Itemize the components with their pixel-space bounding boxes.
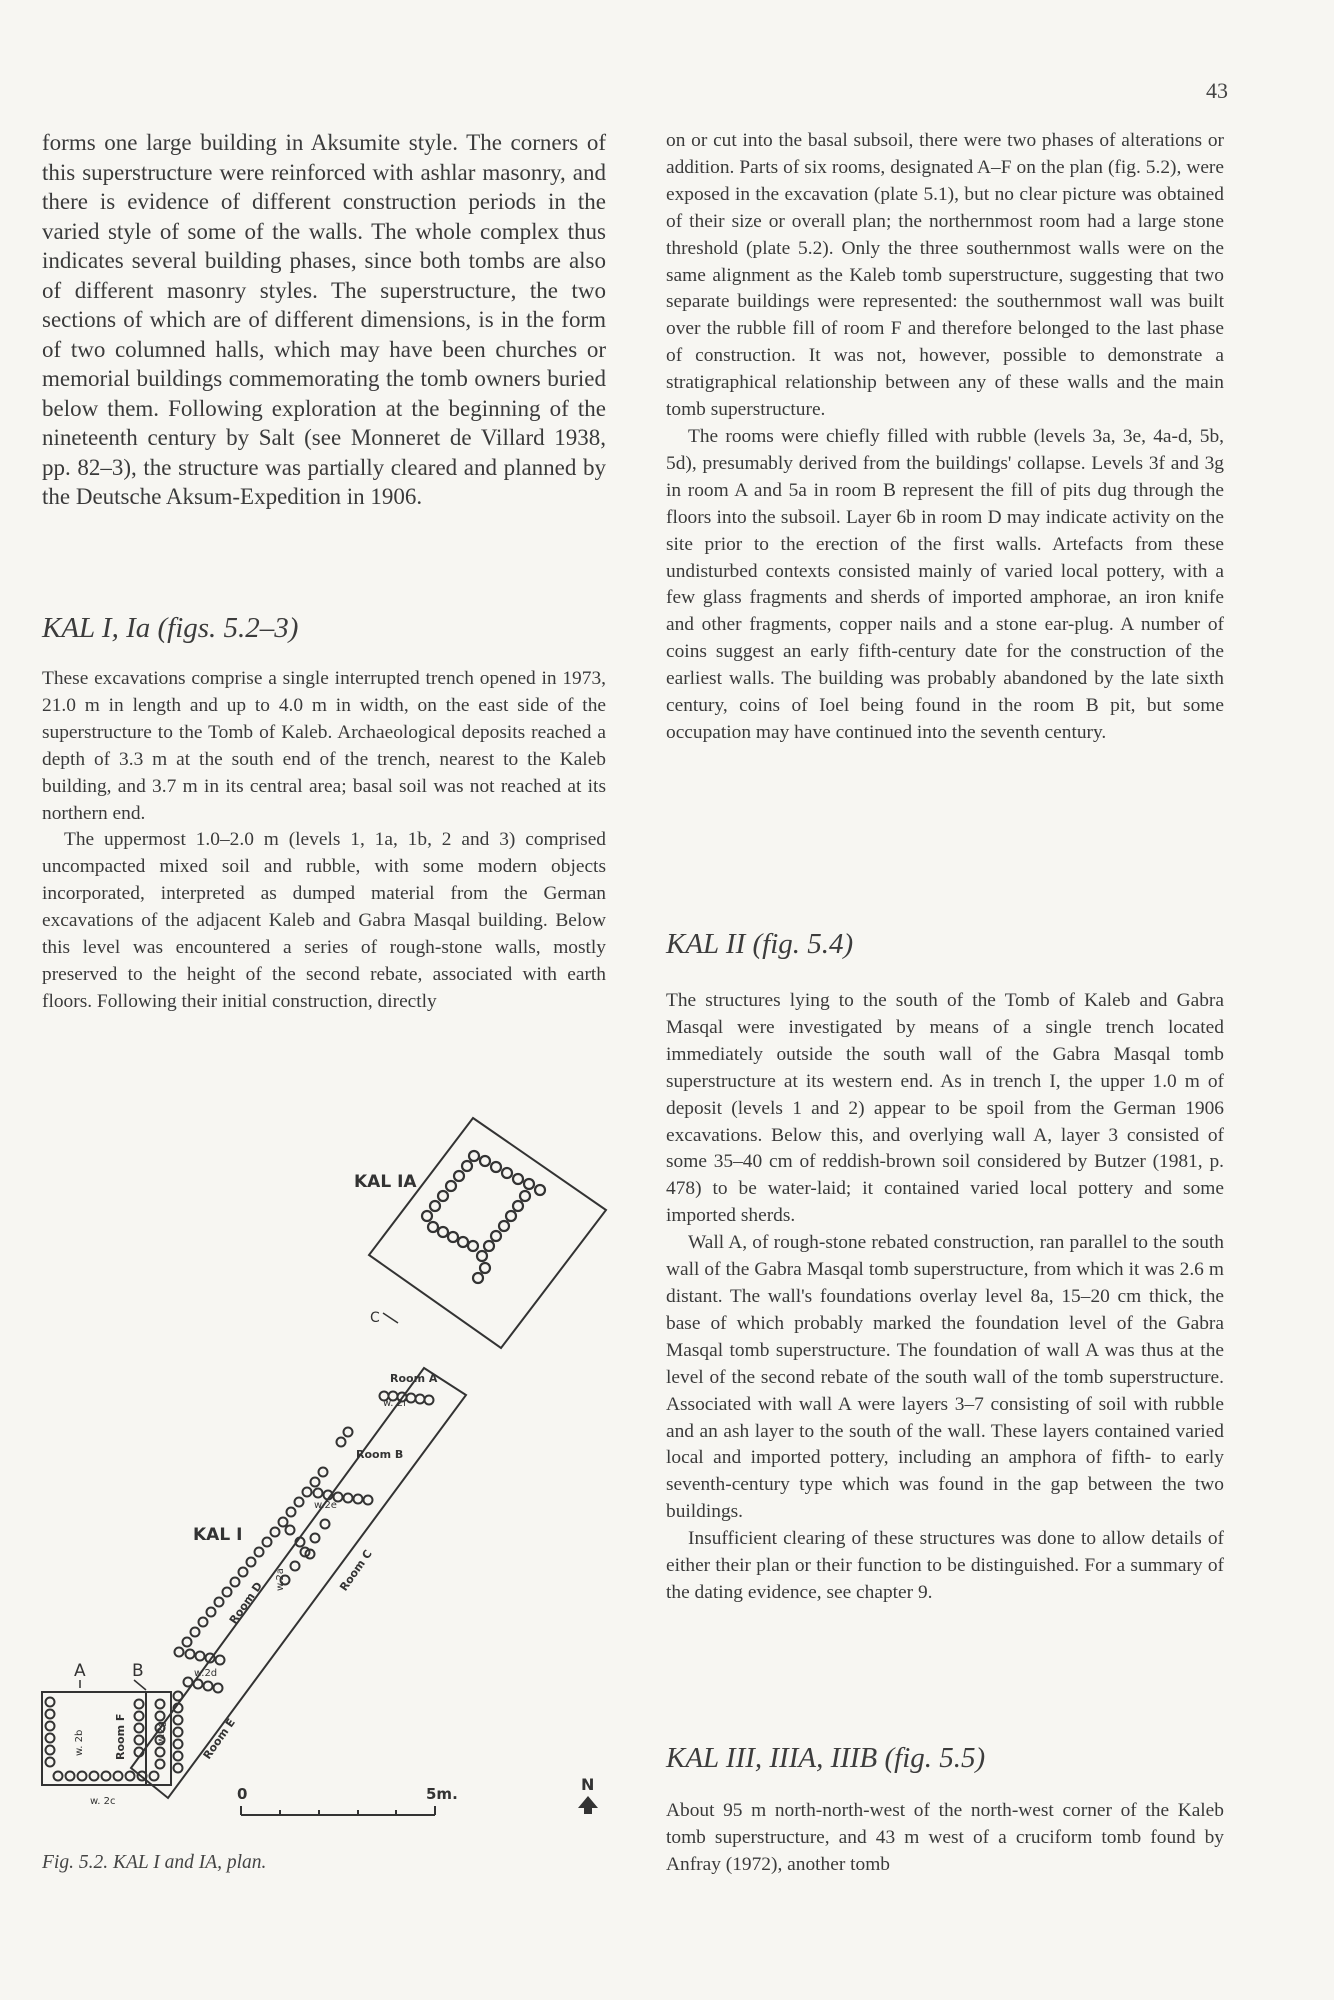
- label-room-d: Room D: [226, 1579, 266, 1627]
- north-arrow-icon: [578, 1796, 598, 1814]
- label-room-e: Room E: [200, 1716, 238, 1762]
- paragraph: Wall A, of rough-stone rebated construction, ran parallel to the south wall of the Gabra Masqal tomb superstructure, from which it was 2.6 m distant. The wall's foundations overlay level 8a, 15–20 cm thick, the base of which probably marked the foundation level of the Gabra Masqal tomb superstructure. The foundation of wall A was thus at the level of the second rebate of the south wall of the tomb superstructure. Associated with wall A were layers 3–7 consisting of soil with rubble and an ash layer to the south of the wall. These layers contained varied local and imported pottery, including an amphora of fifth- to early seventh-century type which was found in the gap between the two buildings.: [666, 1232, 1224, 1523]
- label-room-f: Room F: [114, 1713, 127, 1760]
- label-kal-ia: KAL IA: [354, 1172, 417, 1192]
- page-number: 43: [1206, 78, 1228, 103]
- paragraph: About 95 m north-north-west of the north-west corner of the Kaleb tomb superstructure, and 43 m west of a cruciform tomb found by Anfray (1972), another tomb: [666, 1800, 1224, 1875]
- section-heading-kal-iii: KAL III, IIIA, IIIB (fig. 5.5): [666, 1742, 986, 1774]
- label-room-c: Room C: [337, 1547, 375, 1594]
- paragraph: These excavations comprise a single interrupted trench opened in 1973, 21.0 m in length and up to 4.0 m in width, on the east side of the superstructure to the Tomb of Kaleb. Archaeological deposits reached a depth of 3.3 m at the south end of the trench, nearest to the Kaleb building, and 3.7 m in its central area; basal soil was not reached at its northern end.: [42, 668, 606, 824]
- label-w2g: w.2g: [156, 1720, 167, 1744]
- label-w2a: w.2a: [275, 1568, 286, 1591]
- kal-ii-text: [666, 988, 1224, 1607]
- paragraph: Insufficient clearing of these structures was done to allow details of either their plan or their function to be distinguished. For a summary of the dating evidence, see chapter 9.: [666, 1528, 1224, 1603]
- paragraph: The rooms were chiefly filled with rubble (levels 3a, 3e, 4a-d, 5b, 5d), presumably derived from the buildings' collapse. Levels 3f and 3g in room A and 5a in room B represent the fill of pits dug through the floors into the subsoil. Layer 6b in room D may indicate activity on the site prior to the erection of the first walls. Artefacts from these undisturbed contexts consisted mainly of varied local pottery, with a few glass fragments and sherds of imported amphorae, an iron knife and other fragments, copper nails and a stone ear-plug. A number of coins suggest an early fifth-century date for the construction of the earliest walls. The building was probably abandoned by the late sixth century, coins of Ioel being found in the room B pit, but some occupation may have continued into the seventh century.: [666, 425, 1224, 743]
- label-w2d: w.2d: [194, 1668, 218, 1679]
- label-section-b: B: [132, 1661, 144, 1681]
- figure-plan: [38, 1110, 618, 1850]
- plan-drawing: [38, 1110, 618, 1850]
- label-w2b: w. 2b: [74, 1729, 85, 1756]
- label-w2f: w. 2f: [383, 1398, 407, 1409]
- section-heading-kal-ii: KAL II (fig. 5.4): [666, 928, 854, 960]
- left-column: [42, 128, 606, 512]
- label-w2e: w.2e: [314, 1500, 337, 1511]
- scale-end-label: 5m.: [426, 1785, 458, 1803]
- label-room-b: Room B: [356, 1448, 404, 1461]
- lead-paragraph: forms one large building in Aksumite style. The corners of this superstructure were reinforced with ashlar masonry, and there is evidence of different construction periods in the varied style of some of the walls. The whole complex thus indicates several building phases, since both tombs are also of different masonry styles. The superstructure, the two sections of which are of different dimensions, is in the form of two columned halls, which may have been churches or memorial buildings commemorating the tomb owners buried below them. Following exploration at the beginning of the nineteenth century by Salt (see Monneret de Villard 1938, pp. 82–3), the structure was partially cleared and planned by the Deutsche Aksum-Expedition in 1906.: [42, 130, 606, 509]
- paragraph: on or cut into the basal subsoil, there were two phases of alterations or addition. Parts of six rooms, designated A–F on the plan (fig. 5.2), were exposed in the excavation (plate 5.1), but no clear picture was obtained of their size or overall plan; the northernmost room had a large stone threshold (plate 5.2). Only the three southernmost walls were on the same alignment as the Kaleb tomb superstructure, suggesting that two separate buildings were represented: the southernmost wall was built over the rubble fill of room F and therefore belonged to the last phase of construction. It was not, however, possible to demonstrate a stratigraphical relationship between any of these walls and the main tomb superstructure.: [666, 130, 1224, 421]
- section-heading-kal-i: KAL I, Ia (figs. 5.2–3): [42, 612, 299, 644]
- right-column: [666, 128, 1224, 747]
- paragraph: The structures lying to the south of the Tomb of Kaleb and Gabra Masqal were investigated by means of a single trench located immediately outside the south wall of the Gabra Masqal tomb superstructure at its western end. As in trench I, the upper 1.0 m of deposit (levels 1 and 2) appear to be spoil from the German 1906 excavations. Below this, and overlying wall A, layer 3 consisted of some 35–40 cm of reddish-brown soil considered by Butzer (1981, p. 478) to be water-laid; it contained varied local pottery and some imported sherds.: [666, 990, 1224, 1227]
- label-section-c: C: [370, 1310, 380, 1326]
- scale-zero-label: 0: [237, 1785, 248, 1803]
- north-label: N: [581, 1775, 595, 1794]
- kal-iii-text: [666, 1798, 1224, 1879]
- kal-i-text: [42, 666, 606, 1016]
- label-kal-i: KAL I: [193, 1525, 243, 1545]
- figure-caption: Fig. 5.2. KAL I and IA, plan.: [42, 1852, 267, 1873]
- label-w2c: w. 2c: [90, 1796, 116, 1807]
- label-section-a: A: [74, 1661, 86, 1681]
- paragraph: The uppermost 1.0–2.0 m (levels 1, 1a, 1b, 2 and 3) comprised uncompacted mixed soil and rubble, with some modern objects incorporated, interpreted as dumped material from the German excavations of the adjacent Kaleb and Gabra Masqal building. Below this level was encountered a series of rough-stone walls, mostly preserved to the height of the second rebate, associated with earth floors. Following their initial construction, directly: [42, 829, 606, 1012]
- kal-ia-stones: [422, 1151, 545, 1283]
- label-room-a: Room A: [390, 1372, 438, 1385]
- kal-ia-outline: [369, 1118, 606, 1348]
